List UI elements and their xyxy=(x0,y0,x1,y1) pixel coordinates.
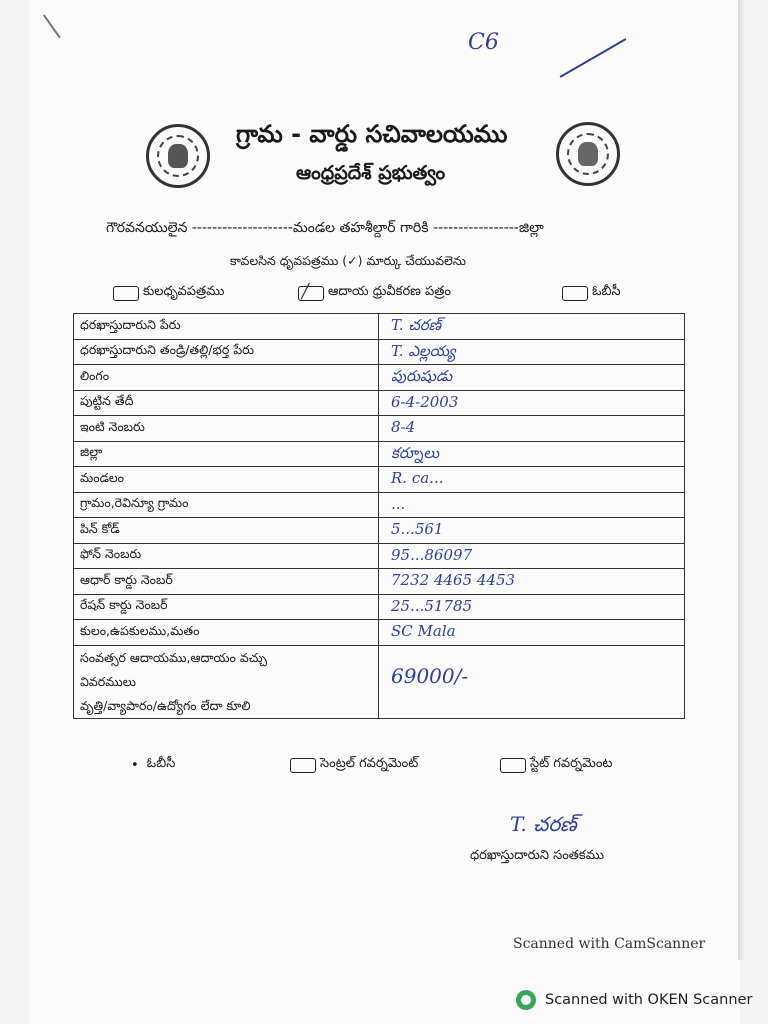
field-value-cell[interactable] xyxy=(379,543,685,569)
instruction-text: కావలసిన ధృవపత్రము (✓) మార్కు చేయువలెను xyxy=(230,253,466,268)
table-row xyxy=(74,594,685,620)
table-row xyxy=(74,390,685,416)
checkbox[interactable] xyxy=(562,286,588,301)
checkmark-icon: ╱ xyxy=(301,283,310,300)
field-label-line: సంవత్సర ఆదాయము,ఆదాయం వచ్చు xyxy=(80,649,268,665)
field-value-cell[interactable] xyxy=(379,594,685,620)
handwritten-value: 7232 4465 4453 xyxy=(391,571,516,589)
field-label: మండలం xyxy=(74,467,379,493)
field-value-cell[interactable] xyxy=(379,365,685,391)
table-row xyxy=(74,314,685,340)
handwritten-value: కర్నూలు xyxy=(391,443,440,462)
applicant-form-table xyxy=(73,313,685,719)
field-label: ఇంటి నెంబరు xyxy=(74,416,379,442)
handwritten-value: T. ఎల్లయ్య xyxy=(391,341,456,360)
address-line: గౌరవనయులైన --------------------మండల తహశీల్దార్ గారికి -----------------జిల్లా xyxy=(106,220,544,236)
field-value-cell[interactable] xyxy=(379,518,685,544)
handwritten-value: R. ca... xyxy=(391,469,444,487)
applicant-signature: T. చరణ్ xyxy=(510,812,577,836)
handwritten-value: T. చరణ్ xyxy=(391,316,442,334)
field-value-cell[interactable] xyxy=(379,467,685,493)
handwritten-value: 69000/- xyxy=(391,663,469,688)
table-row xyxy=(74,569,685,595)
page-subtitle: ఆంధ్రప్రదేశ్ ప్రభుత్వం xyxy=(296,162,446,184)
handwritten-value: SC Mala xyxy=(391,622,456,640)
camscanner-watermark: Scanned with CamScanner xyxy=(513,936,706,952)
handwritten-value: 25...51785 xyxy=(391,596,473,615)
field-value-cell[interactable] xyxy=(379,416,685,442)
table-row xyxy=(74,620,685,646)
handwritten-value: ... xyxy=(391,494,406,513)
handwritten-value: 8-4 xyxy=(391,418,416,436)
bottom-option-central-govt[interactable] xyxy=(290,756,418,774)
field-label xyxy=(74,645,379,718)
bottom-option-obc[interactable] xyxy=(131,756,175,774)
checkbox[interactable] xyxy=(113,286,139,301)
field-label: ఫోన్ నెంబరు xyxy=(74,543,379,569)
field-label-line: వివరములు xyxy=(80,673,136,689)
table-row-income xyxy=(74,645,685,718)
signature-caption: ధరఖాస్తుదారుని సంతకము xyxy=(470,848,604,863)
table-row xyxy=(74,492,685,518)
table-row xyxy=(74,365,685,391)
table-row xyxy=(74,441,685,467)
field-value-cell[interactable] xyxy=(379,314,685,340)
table-row xyxy=(74,467,685,493)
page-edge xyxy=(738,0,744,960)
field-label: లింగం xyxy=(74,365,379,391)
state-emblem-logo xyxy=(146,124,210,188)
field-label: గ్రామం,రెవిన్యూ గ్రామం xyxy=(74,492,379,518)
page-title: గ్రామ - వార్డు సచివాలయము xyxy=(236,120,508,148)
bottom-option-state-govt[interactable] xyxy=(500,756,612,774)
table-row xyxy=(74,543,685,569)
field-value-cell[interactable] xyxy=(379,645,685,718)
field-label: ఆధార్ కార్డు నెంబర్ xyxy=(74,569,379,595)
option-label: సెంట్రల్ గవర్నమెంట్ xyxy=(320,756,419,771)
corner-mark: C6 xyxy=(468,30,499,55)
field-value-cell[interactable] xyxy=(379,441,685,467)
field-value-cell[interactable] xyxy=(379,569,685,595)
checkbox[interactable] xyxy=(500,758,526,773)
option-label: ఓబీసీ xyxy=(146,756,176,771)
field-label: ధరఖాస్తుదారుని తండ్రి/తల్లి/భర్త పేరు xyxy=(74,339,379,365)
option-label: కులధృవపత్రము xyxy=(143,284,225,299)
handwritten-value: పురుషుడు xyxy=(391,367,453,385)
table-row xyxy=(74,416,685,442)
handwritten-value: 5...561 xyxy=(391,520,444,538)
portrait-seal-logo xyxy=(556,122,620,186)
field-label: పిన్ కోడ్ xyxy=(74,518,379,544)
field-label: కులం,ఉపకులము,మతం xyxy=(74,620,379,646)
oken-label: Scanned with OKEN Scanner xyxy=(545,992,753,1008)
option-caste-certificate[interactable] xyxy=(113,284,224,302)
checkbox-checked[interactable] xyxy=(298,283,324,301)
bullet-icon: • xyxy=(131,757,139,773)
field-value-cell[interactable] xyxy=(379,390,685,416)
handwritten-value: 95...86097 xyxy=(391,545,473,564)
option-label: ఆదాయ ధ్రువీకరణ పత్రం xyxy=(328,284,451,299)
checkbox[interactable] xyxy=(290,758,316,773)
option-income-certificate[interactable] xyxy=(298,284,451,302)
field-label: జిల్లా xyxy=(74,441,379,467)
option-label: స్టేట్ గవర్నమెంట xyxy=(530,756,613,771)
table-row xyxy=(74,518,685,544)
field-label-line: వృత్తి/వ్యాపారం/ఉద్యోగం లేదా కూలి xyxy=(80,697,251,713)
field-value-cell[interactable] xyxy=(379,492,685,518)
option-obc[interactable] xyxy=(562,284,621,302)
field-label: పుట్టిన తేదీ xyxy=(74,390,379,416)
oken-logo-icon xyxy=(516,990,536,1010)
field-label: ధరఖాస్తుదారుని పేరు xyxy=(74,314,379,340)
option-label: ఓబీసీ xyxy=(592,284,621,299)
oken-watermark xyxy=(516,990,752,1010)
field-value-cell[interactable] xyxy=(379,339,685,365)
handwritten-value: 6-4-2003 xyxy=(391,392,459,411)
table-row xyxy=(74,339,685,365)
field-label: రేషన్ కార్డు నెంబర్ xyxy=(74,594,379,620)
field-value-cell[interactable] xyxy=(379,620,685,646)
